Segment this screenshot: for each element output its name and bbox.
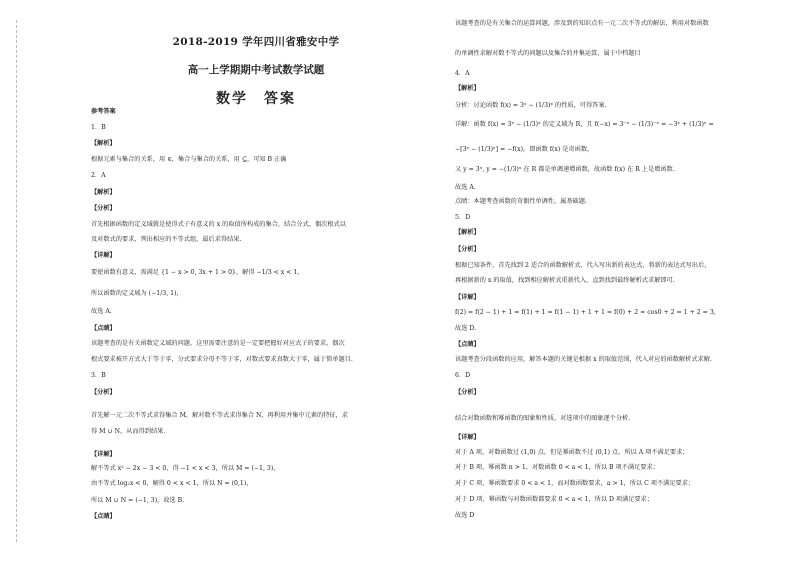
section-label: 【点睛】: [455, 341, 480, 348]
text-line: 点睛：本题考查函数的奇偶性单调性，属基础题.: [455, 198, 587, 205]
text-line: 再根据新的 x 的取值，找到相应解析式重新代入，直到找到最终解析式求解即可.: [455, 277, 675, 284]
text-line: 首先解一元二次不等式求得集合 M，解对数不等式求得集合 N，再利用并集中元素的特征，求: [91, 412, 348, 419]
binding-margin-line: [16, 20, 18, 542]
text-line: 要使函数有意义，需满足 {1 − x > 0, 3x + 1 > 0}，解得 −1/3 < x < 1，: [91, 269, 304, 276]
section-label: 【解析】: [91, 140, 116, 147]
text-line: 所以函数的定义域为 (−1/3, 1)，: [91, 290, 183, 297]
text-line: 该题考查分段函数的应用，解答本题的关键是根据 x 的取值范围，代入对应的函数解析式求解.: [455, 356, 712, 363]
text-line: 对于 B 项，幂函数 n > 1，对数函数 0 < a < 1，所以 B 项不满足要求；: [455, 464, 659, 471]
text-line: 根据元素与集合的关系，用 ∈，集合与集合的关系，用 ⊆，可知 B 正确: [91, 156, 287, 163]
text-line: f(2) = f(2 − 1) + 1 = f(1) + 1 = f(1 − 1) + 1 + 1 = f(0) + 2 = cos0 + 2 = 1 + 2 = 3，: [455, 309, 720, 316]
section-label: 参考答案: [91, 108, 116, 115]
text-line: 详解：函数 f(x) = 3ˣ − (1/3)ˣ 的定义域为 R，且 f(−x) = 3⁻ˣ − (1/3)⁻ˣ = −3ˣ + (1/3)ˣ =: [455, 121, 714, 128]
text-line: 根式要求被开方式大于等于零，分式要求分母不等于零，对数式要求真数大于零，属于简单题目.: [91, 356, 353, 363]
section-label: 【分析】: [91, 389, 116, 396]
answer-heading: 数学 答案: [216, 91, 296, 107]
section-label: 【详解】: [91, 252, 116, 259]
text-line: 的单调性求解对数不等式的问题以及集合的并集运算，属于中档题目: [455, 50, 641, 57]
section-label: 【分析】: [91, 205, 116, 212]
text-line: 该题考查的是有关函数定义域的问题，这里需要注意的是一定要把握好对应式子的要求，偶次: [91, 340, 345, 347]
text-line: 由不等式 log₂x < 0，解得 0 < x < 1，所以 N = (0,1)，: [91, 480, 253, 487]
text-line: 故选 A.: [91, 308, 112, 315]
section-label: 【解析】: [91, 189, 116, 196]
section-label: 【详解】: [455, 434, 480, 441]
text-line: 对于 A 项，对数函数过 (1,0) 点，但是幂函数不过 (0,1) 点，所以 A 项不满足要求；: [455, 449, 689, 456]
text-line: 对于 C 项，幂函数要求 0 < a < 1，而对数函数要求，a > 1，所以 C 项不满足要求；: [455, 480, 695, 487]
text-line: 又 y = 3ˣ, y = −(1/3)ˣ 在 R 都是单调递增函数，故函数 f(x) 在 R 上是增函数.: [455, 166, 675, 173]
text-line: 所以 M ∪ N = (−1, 3)，故选 B.: [91, 497, 185, 504]
section-label: 【详解】: [455, 294, 480, 301]
section-label: 【解析】: [455, 229, 480, 236]
text-line: 故选 D.: [455, 325, 477, 332]
text-line: 5．D: [455, 214, 471, 221]
text-line: 故选 D: [455, 512, 475, 519]
text-line: 根据已知条件，首先找到 2 适合的函数解析式，代入写出新的表达式，将新的表达式写出后，: [455, 262, 711, 269]
text-line: 及对数式的要求，列出相应的不等式组，最后求得结果.: [91, 236, 242, 243]
section-label: 【分析】: [455, 246, 480, 253]
section-label: 【解析】: [455, 85, 480, 92]
text-line: 解不等式 x² − 2x − 3 < 0，得 −1 < x < 3，所以 M = (−1, 3)，: [91, 465, 280, 472]
text-line: 2．A: [91, 172, 106, 179]
text-line: 4．A: [455, 70, 470, 77]
text-line: 故选 A.: [455, 184, 476, 191]
section-label: 【详解】: [91, 451, 116, 458]
document-subtitle: 高一上学期期中考试数学试题: [187, 64, 325, 76]
text-line: 分析：讨论函数 f(x) = 3ˣ − (1/3)ˣ 的性质，可得答案.: [455, 102, 607, 109]
section-label: 【分析】: [455, 389, 480, 396]
section-label: 【点睛】: [91, 513, 116, 520]
text-line: 首先根据函数的定义域就是使得式子有意义的 x 的取值所构成的集合，结合分式、偶次根式以: [91, 221, 346, 228]
text-line: 3．B: [91, 372, 106, 379]
text-line: 6．D: [455, 372, 471, 379]
text-line: 得 M ∪ N，从而得到结果.: [91, 428, 166, 435]
text-line: 对于 D 项，幂函数与对数函数都要求 0 < a < 1，所以 D 项满足要求；: [455, 496, 654, 503]
text-line: −[3ˣ − (1/3)ˣ] = −f(x)，即函数 f(x) 是奇函数，: [455, 146, 594, 153]
document-title: 2018-2019 学年四川省雅安中学: [172, 36, 340, 48]
text-line: 结合对数函数和幂函数的图象和性质，对选项中的图象逐个分析.: [455, 415, 631, 422]
text-line: 1．B: [91, 124, 106, 131]
section-label: 【点睛】: [91, 325, 116, 332]
text-line: 该题考查的是有关集合的运算问题，涉及到的知识点有一元二次不等式的解法，利用对数函数: [455, 20, 709, 27]
